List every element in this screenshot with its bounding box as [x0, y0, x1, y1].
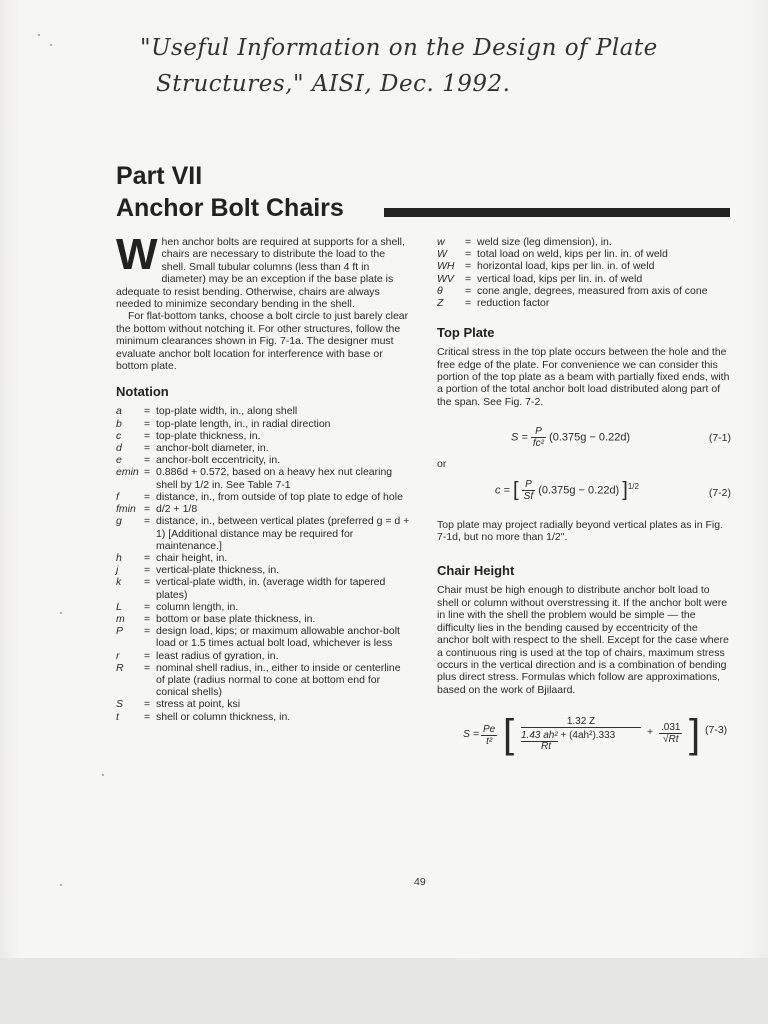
notation-item — [116, 466, 412, 490]
notation-item — [116, 454, 412, 466]
notation-definition: distance, in., from outside of top plate to edge of hole — [156, 490, 403, 503]
eq1-label: (7-1) — [708, 432, 731, 445]
notation-symbol: fmin — [116, 503, 136, 516]
equals-sign: = — [465, 236, 472, 248]
notation-item — [116, 405, 412, 417]
notation-definition: least radius of gyration, in. — [156, 649, 279, 662]
notation-definition: reduction factor — [477, 297, 550, 310]
notation-item — [116, 625, 412, 649]
notation-item — [116, 515, 412, 552]
notation-definition: vertical load, kips per lin. in. of weld — [477, 272, 643, 285]
eq1-fraction — [531, 426, 546, 449]
notation-symbol: w — [437, 236, 445, 248]
top-plate-heading: Top Plate — [437, 325, 495, 341]
handwritten-note-line1: "Useful Information on the Design of Plate — [140, 35, 658, 61]
eq3-prefactor — [481, 724, 497, 747]
equals-sign: = — [144, 551, 151, 564]
eq3-lhs: S = — [463, 728, 480, 741]
equals-sign: = — [144, 661, 151, 674]
eq3-term1 — [521, 716, 641, 752]
notation-symbol: g — [116, 515, 122, 528]
eq3-term1-numerator: 1.32 Z — [521, 716, 641, 728]
scan-speck — [102, 774, 104, 776]
top-plate-text: Critical stress in the top plate occurs between the hole and the free edge of the plate. For convenience we can consider this portion of the top plate as a beam with partially fixed ends, with a portion of the total anchor bolt load distributed along part of the span. See Fig. 7-2. — [437, 346, 730, 408]
notation-item — [116, 698, 412, 710]
notation-definition: d/2 + 1/8 — [156, 503, 198, 516]
notation-symbol: WV — [437, 272, 454, 285]
eq2-rhs: (0.375g − 0.22d) — [538, 484, 620, 497]
equals-sign: = — [144, 429, 151, 442]
notation-definition: nominal shell radius, in., either to inside or centerline of plate (radius normal to cone at bottom end for conical shells) — [156, 661, 401, 699]
notation-definition: total load on weld, kips per lin. in. of weld — [477, 248, 668, 261]
notation-list — [116, 405, 412, 722]
notation-list-continued — [437, 236, 731, 309]
notation-definition: vertical-plate thickness, in. — [156, 564, 280, 577]
equals-sign: = — [144, 466, 151, 479]
notation-definition: 0.886d + 0.572, based on a heavy hex nut clearing shell by 1/2 in. See Table 7-1 — [156, 466, 393, 491]
equals-sign: = — [144, 454, 151, 467]
equals-sign: = — [144, 417, 151, 430]
eq3-term2 — [659, 722, 682, 745]
title-rule — [384, 208, 730, 217]
equals-sign: = — [144, 698, 151, 711]
notation-item — [116, 491, 412, 503]
eq2-lhs: c = — [495, 484, 510, 497]
notation-definition: top-plate length, in., in radial direction — [156, 417, 331, 430]
eq3-term1-den-a-sub: Rt — [541, 741, 551, 753]
eq3-term1-den-b: + (4ah²).333 — [560, 730, 616, 742]
notation-definition: distance, in., between vertical plates (preferred g = d + 1) [Additional distance may be required for maintenance.] — [156, 515, 410, 552]
notation-symbol: a — [116, 405, 122, 418]
notation-definition: cone angle, degrees, measured from axis of cone — [477, 284, 708, 297]
notation-item — [116, 662, 412, 699]
notation-definition: chair height, in. — [156, 551, 228, 564]
eq1-rhs: (0.375g − 0.22d) — [549, 431, 631, 444]
eq3-plus: + — [647, 726, 654, 739]
notation-definition: weld size (leg dimension), in. — [477, 236, 612, 248]
notation-symbol: W — [437, 248, 447, 261]
notation-item — [437, 248, 731, 260]
eq1-denominator: fc² — [532, 438, 544, 450]
eq2-denominator: Sf — [523, 490, 534, 502]
notation-item — [437, 273, 731, 285]
right-column — [437, 236, 731, 762]
page-title: Anchor Bolt Chairs — [116, 194, 344, 222]
equals-sign: = — [144, 564, 151, 577]
eq2-exponent: 1/2 — [627, 481, 639, 491]
equals-sign: = — [144, 649, 151, 662]
notation-symbol: R — [116, 661, 124, 674]
eq1-numerator: P — [531, 426, 546, 438]
eq2-fraction — [522, 479, 535, 502]
handwritten-note — [140, 30, 658, 102]
notation-symbol: k — [116, 576, 122, 589]
notation-symbol: t — [116, 710, 119, 723]
scan-speck — [60, 884, 62, 886]
notation-item — [116, 601, 412, 613]
notation-definition: anchor-bolt diameter, in. — [156, 442, 269, 455]
notation-symbol: j — [116, 564, 119, 577]
equals-sign: = — [144, 442, 151, 455]
eq1-lhs: S = — [511, 431, 528, 444]
notation-item — [116, 576, 412, 600]
notation-item — [116, 418, 412, 430]
notation-symbol: d — [116, 442, 122, 455]
notation-definition: top-plate width, in., along shell — [156, 405, 298, 418]
top-plate-text-2: Top plate may project radially beyond vertical plates as in Fig. 7-1d, but no more than 1/2". — [437, 518, 723, 544]
notation-item — [116, 442, 412, 454]
notation-symbol: r — [116, 649, 120, 662]
intro-paragraph-2: For flat-bottom tanks, choose a bolt circle to just barely clear the bottom without notching it. For other structures, follow the minimum clearances shown in Fig. 7-1a. The designer must evaluate anchor bolt location for interference with base or bottom plate. — [116, 310, 409, 373]
eq3-term1-den-a: 1.43 ah² — [521, 730, 558, 742]
chair-height-text: Chair must be high enough to distribute anchor bolt load to shell or column without overstressing it. If the anchor bolt were in line with the shell the problem would be simple — the difficulty lies in the bending caused by eccentricity of the anchor bolt with respect to the shell. Except for the case where a continuous ring is used at the top of chairs, maximum stress occurs in the vertical direction and is a combination of bending plus direct stress. Formulas which follow are approximations, based on the work of Bjilaard. — [437, 584, 729, 696]
notation-symbol: S — [116, 698, 124, 711]
eq2-numerator: P — [522, 479, 535, 491]
notation-symbol: L — [116, 600, 122, 613]
equals-sign: = — [144, 612, 151, 625]
notation-symbol: h — [116, 551, 122, 564]
equals-sign: = — [144, 710, 151, 723]
handwritten-note-line2: Structures," AISI, Dec. 1992. — [156, 71, 511, 97]
notation-item — [116, 613, 412, 625]
eq3-term2-denominator: √Rt — [662, 734, 679, 746]
notation-heading: Notation — [116, 384, 169, 400]
notation-definition: top-plate thickness, in. — [156, 429, 261, 442]
eq3-label: (7-3) — [705, 724, 728, 737]
notation-symbol: WH — [437, 260, 455, 273]
notation-item — [116, 552, 412, 564]
equals-sign: = — [144, 405, 151, 418]
equals-sign: = — [144, 600, 151, 613]
equation-7-2: c = [ $\frac{P}{Sf}$ (0.375g − 0.22d) ]$^{1/2}$ (7-2) — [495, 478, 731, 502]
notation-symbol: m — [116, 612, 125, 625]
page-number: 49 — [414, 876, 426, 888]
equals-sign: = — [465, 297, 472, 310]
intro-block — [116, 230, 412, 373]
eq3-numerator: Pe — [483, 724, 496, 736]
notation-definition: vertical-plate width, in. (average width for tapered plates) — [156, 576, 386, 601]
scan-speck — [50, 44, 52, 46]
equals-sign: = — [465, 284, 472, 297]
equals-sign: = — [144, 515, 151, 528]
left-column — [116, 230, 412, 723]
eq2-label: (7-2) — [708, 486, 731, 499]
intro-paragraph-1: hen anchor bolts are required at supports for a shell, chairs are necessary to distribute the load to the shell. Small tubular columns (less than 4 ft in diameter) may be an exception if the base plate is adequate to resist bending. Otherwise, chairs are always needed to minimize secondary bending in the shell. — [116, 236, 405, 311]
notation-definition: shell or column thickness, in. — [156, 710, 291, 723]
equation-7-1 — [437, 424, 731, 450]
notation-symbol: f — [116, 490, 119, 503]
scan-speck — [38, 34, 40, 36]
notation-item — [116, 711, 412, 723]
equals-sign: = — [144, 625, 151, 638]
notation-item — [437, 236, 731, 248]
notation-symbol: Z — [437, 297, 444, 310]
notation-item — [437, 297, 731, 309]
scan-speck — [60, 612, 62, 614]
equals-sign: = — [465, 260, 472, 273]
or-text: or — [437, 458, 447, 471]
equals-sign: = — [144, 576, 151, 589]
eq3-denominator: t² — [486, 736, 493, 748]
notation-symbol: P — [116, 625, 124, 638]
notation-item — [116, 564, 412, 576]
scan-bottom-shade — [0, 958, 768, 1024]
notation-item — [437, 285, 731, 297]
notation-symbol: emin — [116, 466, 139, 479]
eq3-term2-numerator: .031 — [661, 722, 681, 734]
equals-sign: = — [144, 490, 151, 503]
notation-item — [437, 260, 731, 272]
notation-definition: design load, kips; or maximum allowable anchor-bolt load or 1.5 times actual bolt load, whichever is less — [156, 625, 400, 650]
chair-height-heading: Chair Height — [437, 563, 515, 579]
part-number: Part VII — [116, 162, 203, 190]
notation-symbol: b — [116, 417, 122, 430]
notation-definition: bottom or base plate thickness, in. — [156, 612, 316, 625]
equation-7-3: S = $\frac{Pe}{\text{t²}}$ [ 1.32 Z 1.43 ah² + (4ah²).333 Rt + $\frac{.031}{√Rt}$ ] (7-3) — [463, 712, 728, 757]
notation-item — [116, 430, 412, 442]
notation-definition: anchor-bolt eccentricity, in. — [156, 454, 281, 467]
equals-sign: = — [144, 503, 151, 516]
equals-sign: = — [465, 248, 472, 261]
dropcap: W — [116, 230, 158, 279]
notation-symbol: θ — [437, 284, 443, 297]
equals-sign: = — [465, 272, 472, 285]
notation-definition: column length, in. — [156, 600, 239, 613]
notation-item — [116, 503, 412, 515]
notation-definition: stress at point, ksi — [156, 698, 241, 711]
notation-item — [116, 650, 412, 662]
notation-definition: horizontal load, kips per lin. in. of weld — [477, 260, 655, 273]
notation-symbol: e — [116, 454, 122, 467]
notation-symbol: c — [116, 429, 122, 442]
